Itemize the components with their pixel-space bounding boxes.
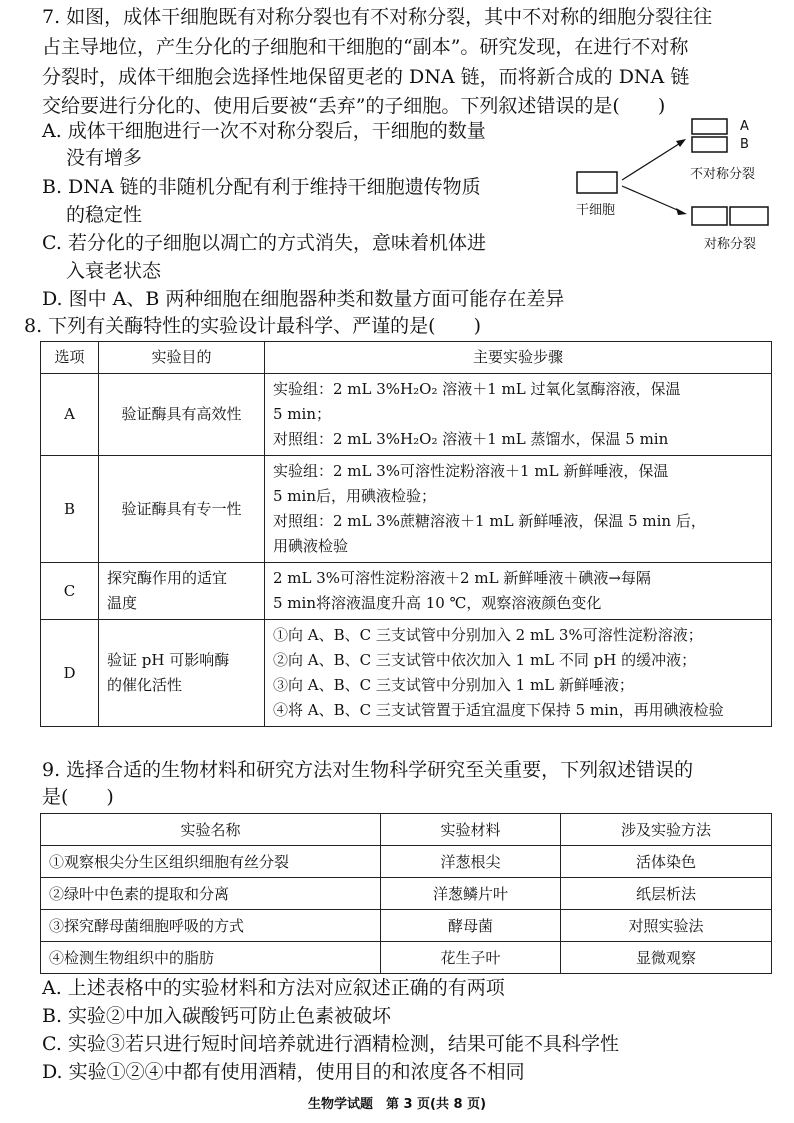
sym-cell-left-box [692,207,727,225]
purpose-line: 温度 [107,594,138,612]
step-line: 5 min将溶液温度升高 10 ℃，观察溶液颜色变化 [273,594,602,612]
header-option: 选项 [41,342,99,374]
q9-option-d: D. 实验①②④中都有使用酒精，使用目的和浓度各不相同 [42,1061,525,1083]
cell-material: 花生子叶 [381,942,561,974]
step-line: 5 min后，用碘液检验； [273,487,436,505]
stem-cell-label: 干细胞 [576,203,616,218]
step-line: 5 min； [273,405,331,423]
header-material: 实验材料 [381,814,561,846]
table-header-row [41,814,772,846]
q8-stem: 8. 下列有关酶特性的实验设计最科学、严谨的是( ) [24,315,481,337]
q7-option-a-line-1: A. 成体干细胞进行一次不对称分裂后，干细胞的数量 [42,120,486,142]
table-row [41,563,772,620]
cell-experiment: ③探究酵母菌细胞呼吸的方式 [41,910,381,942]
row-steps [265,620,772,727]
header-experiment: 实验名称 [41,814,381,846]
q7-stem-line-4: 交给要进行分化的、使用后要被“丢弃”的子细胞。下列叙述错误的是( ) [42,95,666,117]
q9-option-b: B. 实验②中加入碳酸钙可防止色素被破坏 [42,1005,392,1027]
cell-experiment: ④检测生物组织中的脂肪 [41,942,381,974]
q7-option-b-line-2: 的稳定性 [66,204,143,226]
cell-material: 洋葱鳞片叶 [381,878,561,910]
table-row [41,456,772,563]
row-option: D [41,620,99,727]
q7-stem-line-2: 占主导地位，产生分化的子细胞和干细胞的“副本”。研究发现，在进行不对称 [42,36,689,58]
step-line: 对照组：2 mL 3%H₂O₂ 溶液＋1 mL 蒸馏水，保温 5 min [273,430,669,448]
row-purpose: 验证酶具有专一性 [99,456,265,563]
cell-a-box [692,119,727,134]
arrowhead-asymmetric [676,139,686,147]
step-line: 实验组：2 mL 3%可溶性淀粉溶液＋1 mL 新鲜唾液，保温 [273,462,669,480]
step-line: 用碘液检验 [273,537,349,555]
cell-method: 活体染色 [561,846,772,878]
cell-experiment: ②绿叶中色素的提取和分离 [41,878,381,910]
q9-option-c: C. 实验③若只进行短时间培养就进行酒精检测，结果可能不具科学性 [42,1033,619,1055]
cell-method: 对照实验法 [561,910,772,942]
symmetric-division-label: 对称分裂 [704,237,757,252]
arrowhead-symmetric [676,208,687,215]
header-steps: 主要实验步骤 [265,342,772,374]
cell-material: 酵母菌 [381,910,561,942]
page-footer: 生物学试题 第 3 页(共 8 页) [307,1097,487,1112]
q9-stem-line-1: 9. 选择合适的生物材料和研究方法对生物科学研究至关重要，下列叙述错误的 [42,759,694,781]
step-line: ④将 A、B、C 三支试管置于适宜温度下保持 5 min，再用碘液检验 [273,701,724,719]
header-purpose: 实验目的 [99,342,265,374]
table-row [41,620,772,727]
q9-option-a: A. 上述表格中的实验材料和方法对应叙述正确的有两项 [42,977,505,999]
row-steps [265,563,772,620]
q7-option-d: D. 图中 A、B 两种细胞在细胞器种类和数量方面可能存在差异 [42,288,565,310]
step-line: 实验组：2 mL 3%H₂O₂ 溶液＋1 mL 过氧化氢酶溶液，保温 [273,380,681,398]
cell-b-label: B [740,137,749,152]
row-steps [265,374,772,456]
row-purpose: 验证酶具有高效性 [99,374,265,456]
table-row [41,374,772,456]
stem-cell-box [577,172,617,193]
cell-experiment: ①观察根尖分生区组织细胞有丝分裂 [41,846,381,878]
step-line: ①向 A、B、C 三支试管中分别加入 2 mL 3%可溶性淀粉溶液； [273,626,703,644]
q7-option-c-line-1: C. 若分化的子细胞以凋亡的方式消失，意味着机体进 [42,232,486,254]
q7-stem-line-3: 分裂时，成体干细胞会选择性地保留更老的 DNA 链，而将新合成的 DNA 链 [42,66,690,88]
purpose-line: 探究酶作用的适宜 [107,569,228,587]
row-purpose [99,620,265,727]
cell-method: 显微观察 [561,942,772,974]
q9-table [40,813,772,974]
row-option: C [41,563,99,620]
cell-b-box [692,137,727,152]
row-steps [265,456,772,563]
row-option: A [41,374,99,456]
table-row [41,846,772,878]
q7-option-b-line-1: B. DNA 链的非随机分配有利于维持干细胞遗传物质 [42,176,481,198]
cell-material: 洋葱根尖 [381,846,561,878]
table-header-row [41,342,772,374]
row-purpose [99,563,265,620]
step-line: 2 mL 3%可溶性淀粉溶液＋2 mL 新鲜唾液＋碘液→每隔 [273,569,651,587]
asymmetric-division-label: 不对称分裂 [690,167,756,182]
q7-stem-line-1: 7. 如图，成体干细胞既有对称分裂也有不对称分裂，其中不对称的细胞分裂往往 [42,6,713,28]
sym-cell-right-box [730,207,768,225]
table-row [41,942,772,974]
table-row [41,910,772,942]
arrow-to-asymmetric [622,142,682,180]
purpose-line: 的催化活性 [107,676,183,694]
header-method: 涉及实验方法 [561,814,772,846]
cell-a-label: A [740,119,749,134]
row-option: B [41,456,99,563]
arrow-to-symmetric [622,186,682,212]
q9-stem-line-2: 是( ) [42,786,114,808]
step-line: 对照组：2 mL 3%蔗糖溶液＋1 mL 新鲜唾液，保温 5 min 后， [273,512,706,530]
q7-option-c-line-2: 入衰老状态 [66,260,162,282]
q8-table [40,341,772,727]
purpose-line: 验证 pH 可影响酶 [107,651,230,669]
step-line: ②向 A、B、C 三支试管中依次加入 1 mL 不同 pH 的缓冲液； [273,651,697,669]
table-row [41,878,772,910]
step-line: ③向 A、B、C 三支试管中分别加入 1 mL 新鲜唾液； [273,676,634,694]
cell-method: 纸层析法 [561,878,772,910]
q7-option-a-line-2: 没有增多 [66,147,143,169]
